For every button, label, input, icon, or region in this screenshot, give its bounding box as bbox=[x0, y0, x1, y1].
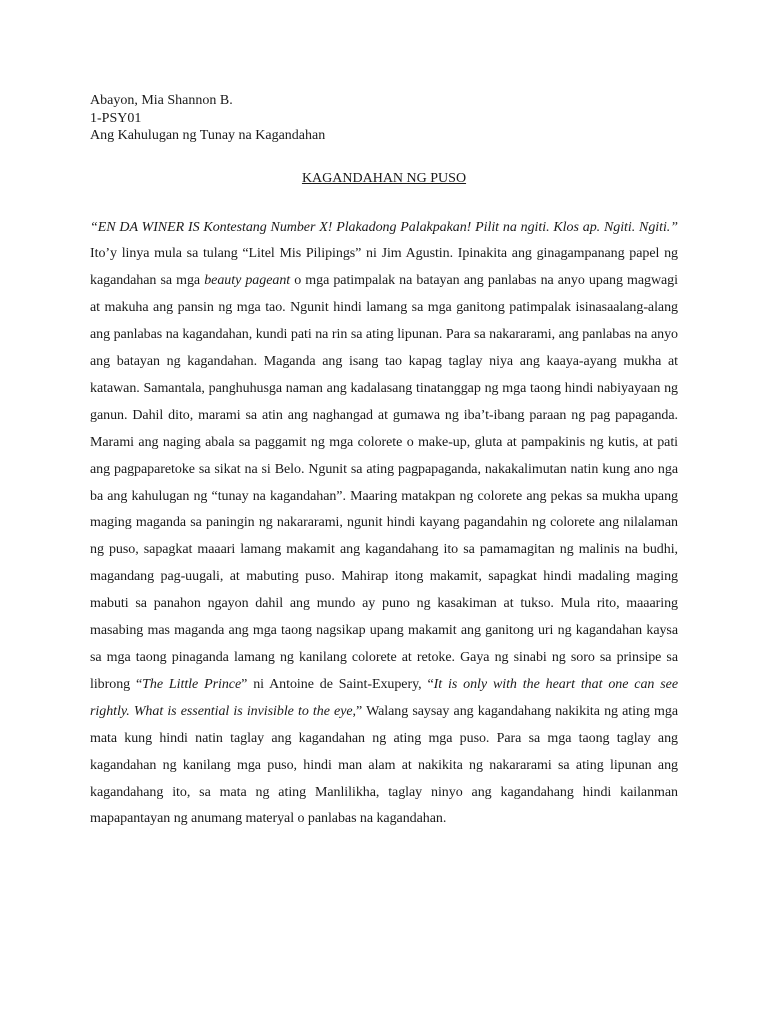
little-prince-quote: It is only with the heart that one can see rightly. What is essential is invisible to the eye bbox=[90, 676, 679, 719]
essay-paragraph bbox=[90, 215, 678, 834]
paragraph-text-1: Ito’y linya mula sa tulang “Litel Mis Pilipings” ni Jim Agustin. Ipinakita ang ginagampanang papel ng kagandahan sa mga bbox=[90, 246, 678, 289]
paragraph-text-2: o mga patimpalak na batayan ang panlabas na anyo upang magwagi at makuha ang pansin ng mga tao. Ngunit hindi lamang sa mga ganitong patimpalak isinasaalang-alang ang panlabas na kagandahan, kundi pati na rin sa ating lipunan. Para sa nakararami, ang panlabas na anyo ang batayan ng kagandahan. Maganda ang isang tao kapag taglay niya ang kaaya-ayang mukha at katawan. Samantala, panghuhusga naman ang kadalasang tinatanggap ng mga taong hindi nabiyayaan ng ganun. Dahil dito, marami sa atin ang naghangad at gumawa ng iba’t-ibang paraan ng pag papaganda. Marami ang naging abala sa paggamit ng mga colorete o make-up, gluta at pampakinis ng kutis, at pati ang pagpaparetoke sa sikat na si Belo. Ngunit sa ating pagpapaganda, nakakalimutan natin kung ano nga ba ang kahulugan ng “tunay na kagandahan”. Maaring matakpan ng colorete ang pekas sa mukha upang maging maganda sa paningin ng nakararami, ngunit hindi kayang pagandahin ng colorete ang nilalaman ng puso, sapagkat maaari lamang makamit ang kagandahang ito sa pamamagitan ng malinis na budhi, magandang pag-uugali, at mabuting puso. Mahirap itong makamit, sapagkat hindi madaling maging mabuti sa panahon ngayon dahil ang mundo ay puno ng kasakiman at tukso. Mula rito, maaaring masabing mas maganda ang mga taong nagsikap upang makamit ang ganitong uri ng kagandahan kaysa sa mga taong pinaganda lamang ng kanilang colorete at retoke. Gaya ng sinabi ng soro sa prinsipe sa librong “ bbox=[90, 273, 678, 692]
paragraph-text-3: ” ni Antoine de Saint-Exupery, “ bbox=[241, 676, 434, 692]
paragraph-text-4: ,” Walang saysay ang kagandahang nakikita ng ating mga mata kung hindi natin taglay ang kagandahan ng ating mga puso. Para sa mga taong taglay ang kagandahan ng kanilang mga puso, hindi man alam at nakikita ng nakararami sa ating lipunan ang kagandahang ito, sa mata ng ating Manlilikha, taglay ninyo ang kagandahang hindi kailanman mapapantayan ng anumang materyal o panlabas na kagandahan. bbox=[90, 703, 678, 827]
essay-title: KAGANDAHAN NG PUSO bbox=[301, 170, 467, 186]
essay-topic: Ang Kahulugan ng Tunay na Kagandahan bbox=[90, 128, 326, 143]
class-section: 1-PSY01 bbox=[90, 110, 142, 126]
opening-quote: “EN DA WINER IS Kontestang Number X! Plakadong Palakpakan! Pilit na ngiti. Klos ap. Ngiti. Ngiti.” bbox=[90, 219, 678, 235]
author-name: Abayon, Mia Shannon B. bbox=[90, 93, 233, 108]
beauty-pageant-term: beauty pageant bbox=[204, 273, 291, 289]
book-title: The Little Prince bbox=[142, 676, 242, 692]
